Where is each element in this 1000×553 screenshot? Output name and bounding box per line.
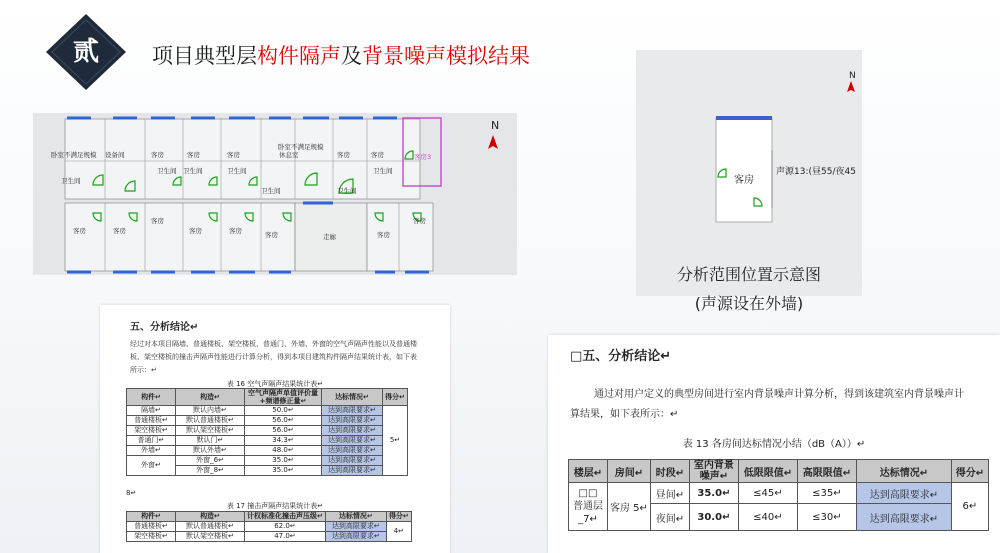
- cell: 达到高限要求↵: [322, 446, 383, 456]
- cell: 35.0↵: [689, 483, 738, 504]
- plan-center-label: 走廊: [323, 233, 336, 241]
- plan-top-label: 客房: [151, 151, 164, 159]
- title-part1: 项目典型层: [152, 44, 257, 68]
- plan-top-label: 客房: [187, 151, 200, 159]
- score-cell: 6↵: [951, 483, 988, 531]
- doc-intro: 经过对本项目隔墙、普通楼板、架空楼板、普通门、外墙、外窗的空气声隔声性能以及普通楼板、架空楼板的撞击声隔声性能进行计算分析，得到本项目建筑构件隔声结果统计表，如下表所示：↵: [130, 340, 417, 374]
- plan-top-label: 客房: [227, 151, 240, 159]
- table-header: 空气声隔声单值评价量+频谱修正量↵: [245, 389, 322, 406]
- table-row: [127, 406, 408, 416]
- cell: 56.0↵: [245, 416, 322, 426]
- table-header: 得分↵: [951, 460, 988, 483]
- cell: 默认架空楼板↵: [176, 426, 245, 436]
- cell: 外墙↵: [127, 446, 176, 456]
- table-header: 得分↵: [386, 512, 411, 522]
- table-header: 达标情况↵: [856, 460, 951, 483]
- room-cell: 客房 5↵: [608, 483, 651, 531]
- cell: ≤45↵: [738, 483, 797, 504]
- cell: 默认普通楼板↵: [176, 522, 245, 532]
- cell: 47.0↵: [245, 532, 326, 542]
- analysis-range-diagram: [636, 50, 862, 296]
- table-caption: 表 16 空气声隔声结果统计表↵: [226, 380, 324, 388]
- table-header: 得分↵: [383, 389, 408, 406]
- cell: 达到高限要求↵: [325, 522, 386, 532]
- cell: 外窗↵: [127, 456, 176, 476]
- table-header: 达标情况↵: [325, 512, 386, 522]
- plan-mid-label: 卫生间: [337, 187, 357, 195]
- plan-bottom-label: 客房: [151, 217, 164, 225]
- cell: 30.0↵: [689, 504, 738, 531]
- cell: 架空楼板↵: [127, 426, 176, 436]
- plan-top-label: 客房3: [414, 153, 432, 161]
- doc-heading: 五、分析结论↵: [130, 322, 199, 333]
- cell: 达到高限要求↵: [322, 456, 383, 466]
- cell: 48.0↵: [245, 446, 322, 456]
- cell: 昼间↵: [650, 483, 689, 504]
- table-header: 达标情况↵: [322, 389, 383, 406]
- floor-plan: [33, 113, 517, 275]
- diagram-subcaption: (声源设在外墙): [694, 294, 804, 313]
- table-header: 室内背景噪声↵: [689, 460, 738, 483]
- plan-north-letter: N: [491, 119, 500, 132]
- cell: 默认门↵: [176, 436, 245, 446]
- diag-north-arrow-icon: [847, 81, 855, 92]
- cell: 达到高限要求↵: [322, 436, 383, 446]
- cell: ≤40↵: [738, 504, 797, 531]
- cell: 默认架空楼板↵: [176, 532, 245, 542]
- cell: ≤35↵: [797, 483, 856, 504]
- cell: 62.0↵: [245, 522, 326, 532]
- plan-bottom-label: 客房: [229, 227, 242, 235]
- airborne-insulation-table: [126, 388, 408, 476]
- cell: 35.0↵: [245, 466, 322, 476]
- diagram-caption: 分析范围位置示意图: [676, 265, 821, 284]
- table-row: [127, 532, 412, 542]
- cell: 达到高限要求↵: [856, 483, 951, 504]
- cell: 达到高限要求↵: [322, 426, 383, 436]
- plan-bottom-label: 客房: [113, 227, 126, 235]
- cell: 普通门↵: [127, 436, 176, 446]
- table-header: 房间↵: [608, 460, 651, 483]
- cell: 达到高限要求↵: [322, 466, 383, 476]
- floor-cell: □□ 普通层_7↵: [569, 483, 608, 531]
- plan-bottom-label: 客房: [377, 231, 390, 239]
- cell: 隔墙↵: [127, 406, 176, 416]
- table-caption: 表 17 撞击声隔声结果统计表↵: [226, 502, 324, 510]
- cell: 外窗_6↵: [176, 456, 245, 466]
- paragraph-mark: 8↵: [126, 489, 137, 497]
- diag-source-label: 声源13:(昼55/夜45: [776, 167, 856, 177]
- doc-intro: 通过对用户定义的典型房间进行室内背景噪声计算分析，得到该建筑室内背景噪声计算结果，如下表所示：↵: [570, 389, 964, 420]
- plan-top-label: 卧室不满足规模: [51, 151, 97, 159]
- plan-mid-label: 卫生间: [157, 167, 177, 175]
- table-header: 构件↵: [127, 512, 176, 522]
- plan-mid-label: 卫生间: [227, 167, 247, 175]
- indoor-noise-table: [568, 459, 989, 531]
- page-title: [152, 40, 530, 70]
- plan-bottom-label: 客房: [189, 227, 202, 235]
- cell: 普通楼板↵: [127, 416, 176, 426]
- table-row: [127, 426, 408, 436]
- table-row: [127, 416, 408, 426]
- cell: 35.0↵: [245, 456, 322, 466]
- cell: 默认普通楼板↵: [176, 416, 245, 426]
- table-header: 低限限值↵: [738, 460, 797, 483]
- plan-mid-label: 卫生间: [61, 177, 81, 185]
- plan-bottom-label: 客房: [265, 231, 278, 239]
- table-row: [127, 456, 408, 466]
- plan-top-label: 设备间: [105, 151, 125, 159]
- cell: 34.3↵: [245, 436, 322, 446]
- plan-bottom-label: 客房: [73, 227, 86, 235]
- cell: 56.0↵: [245, 426, 322, 436]
- diag-room-label: 客房: [734, 175, 754, 186]
- cell: 达到高限要求↵: [322, 416, 383, 426]
- cell: 外窗_8↵: [176, 466, 245, 476]
- cell: 达到高限要求↵: [322, 406, 383, 416]
- table-header: 楼层↵: [569, 460, 608, 483]
- table-caption: 表 13 各房间达标情况小结（dB（A））↵: [682, 439, 866, 450]
- cell: 普通楼板↵: [127, 522, 176, 532]
- score-cell: 4↵: [386, 522, 411, 542]
- plan-mid-label: 卫生间: [183, 167, 203, 175]
- title-red1: 构件隔声: [257, 44, 341, 68]
- plan-mid-label: 卫生间: [261, 187, 281, 195]
- cell: 默认外墙↵: [176, 446, 245, 456]
- plan-bottom-label: 客房: [413, 217, 426, 225]
- table-header: 时段↵: [650, 460, 689, 483]
- plan-top-label: 客房: [371, 151, 384, 159]
- table-row: [569, 483, 989, 504]
- table-row: [127, 436, 408, 446]
- diag-north-letter: N: [849, 71, 856, 81]
- plan-top-label: 客房: [337, 151, 350, 159]
- cell: ≤30↵: [797, 504, 856, 531]
- plan-top-label: 卧室不满足规模: [278, 143, 324, 151]
- title-red2: 背景噪声模拟结果: [362, 44, 530, 68]
- table-row: [127, 522, 412, 532]
- table-header: 计权标准化撞击声压级↵: [245, 512, 326, 522]
- plan-top-label: 休息室: [279, 151, 299, 159]
- cell: 默认内墙↵: [176, 406, 245, 416]
- plan-mid-label: 卫生间: [373, 167, 393, 175]
- table-header: 高限限值↵: [797, 460, 856, 483]
- table-header: 构件↵: [127, 389, 176, 406]
- table-header: 构造↵: [176, 389, 245, 406]
- section-number: 贰: [72, 37, 99, 67]
- cell: 达到高限要求↵: [325, 532, 386, 542]
- score-cell: 5↵: [383, 406, 408, 476]
- cell: 达到高限要求↵: [856, 504, 951, 531]
- doc-heading: □五、分析结论↵: [570, 349, 672, 364]
- title-part2: 及: [341, 44, 362, 68]
- background-noise-document: [548, 335, 1000, 553]
- cell: 架空楼板↵: [127, 532, 176, 542]
- table-row: [127, 446, 408, 456]
- sound-insulation-document: [100, 305, 450, 553]
- cell: 夜间↵: [650, 504, 689, 531]
- cell: 50.0↵: [245, 406, 322, 416]
- impact-insulation-table: [126, 511, 412, 542]
- table-header: 构造↵: [176, 512, 245, 522]
